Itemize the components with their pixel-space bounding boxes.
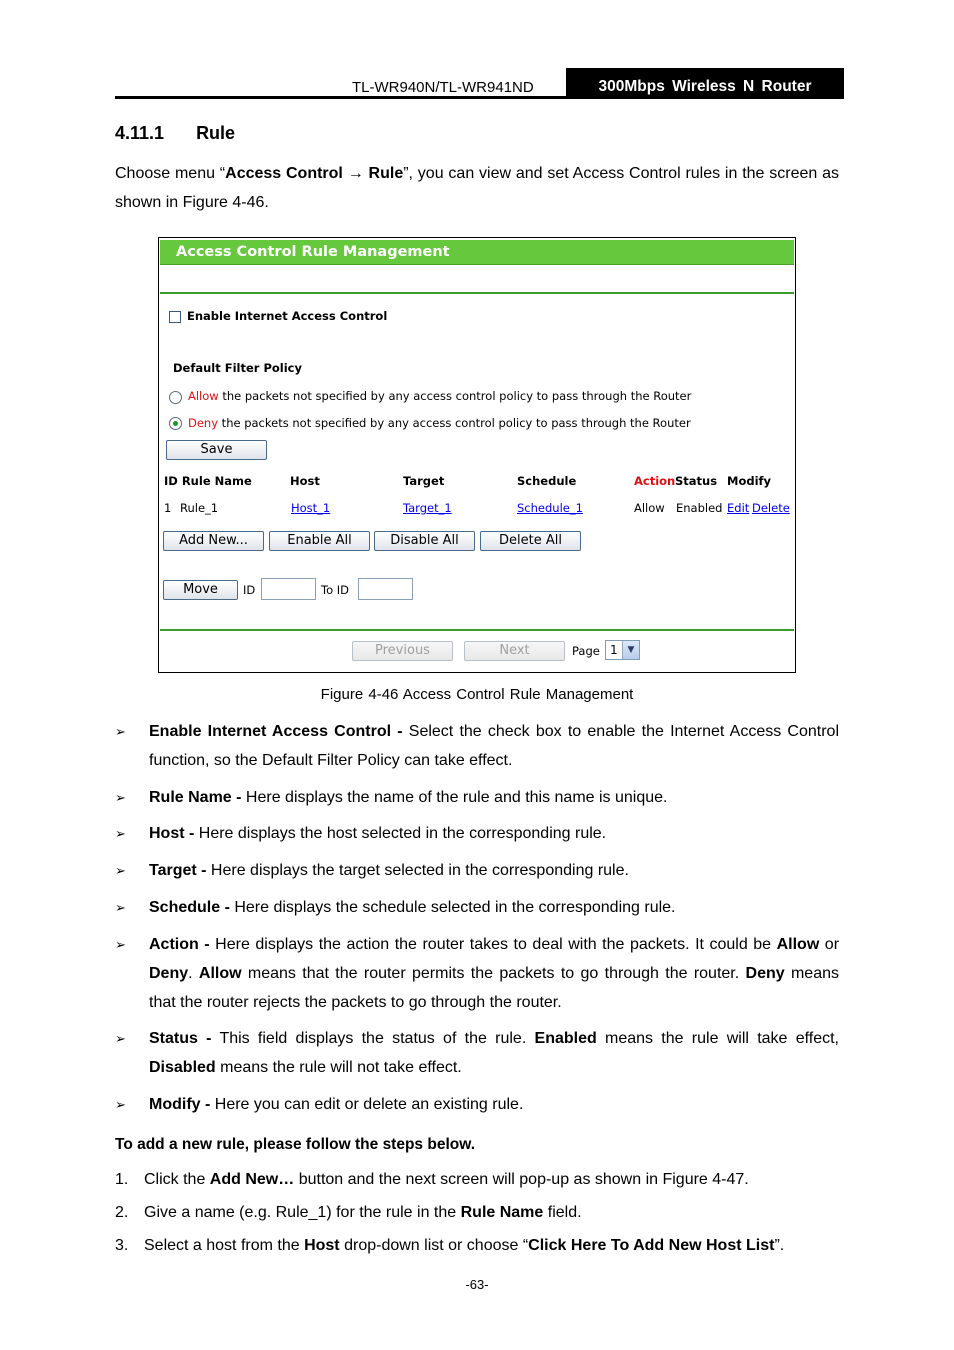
bullet-bold: Deny bbox=[745, 965, 785, 982]
intro-text: Choose menu “ bbox=[115, 165, 226, 182]
row-edit-link[interactable]: Edit bbox=[727, 501, 750, 515]
intro-paragraph bbox=[115, 159, 839, 217]
to-id-label: To ID bbox=[321, 583, 350, 597]
bullet-text: means the rule will take effect, bbox=[596, 1030, 839, 1047]
bullet-bold: Allow bbox=[776, 936, 820, 953]
arrow-bullet-icon: ➢ bbox=[115, 937, 126, 952]
chevron-down-icon: ▼ bbox=[622, 641, 639, 659]
step-number: 2. bbox=[115, 1204, 129, 1221]
panel-divider-top bbox=[160, 292, 794, 294]
row-host-link[interactable]: Host_1 bbox=[291, 501, 331, 515]
intro-menu-rule: Rule bbox=[368, 165, 404, 182]
bullet-bold: Enabled bbox=[534, 1030, 597, 1047]
bullet-rule-name bbox=[115, 783, 839, 812]
bullet-text: Here displays the action the router takes to deal with the packets. It could be bbox=[209, 936, 777, 953]
bullet-term: Host - bbox=[149, 825, 195, 842]
col-modify: Modify bbox=[727, 474, 772, 488]
arrow-bullet-icon: ➢ bbox=[115, 1097, 126, 1112]
allow-policy-text bbox=[188, 389, 691, 403]
bullet-status bbox=[115, 1024, 839, 1082]
bullet-text: means that the router rejects the packets to go through the router. bbox=[149, 965, 839, 1011]
bullet-term: Schedule - bbox=[149, 899, 230, 916]
bullet-text: . bbox=[188, 965, 199, 982]
deny-desc: the packets not specified by any access control policy to pass through the Router bbox=[218, 416, 691, 430]
enable-access-control-checkbox[interactable] bbox=[169, 311, 181, 323]
step-text: ”. bbox=[774, 1237, 785, 1254]
bullet-text: means the rule will not take effect. bbox=[215, 1059, 462, 1076]
arrow-bullet-icon: ➢ bbox=[115, 900, 126, 915]
enable-all-button[interactable]: Enable All bbox=[269, 531, 370, 551]
step-2 bbox=[115, 1204, 582, 1222]
row-status: Enabled bbox=[676, 501, 723, 515]
step-text: Give a name (e.g. Rule_1) for the rule in the bbox=[144, 1204, 461, 1221]
figure-caption: Figure 4-46 Access Control Rule Management bbox=[320, 686, 634, 703]
bullet-bold: Disabled bbox=[149, 1059, 216, 1076]
previous-button[interactable]: Previous bbox=[352, 641, 453, 661]
step-text: drop-down list or choose “ bbox=[339, 1237, 529, 1254]
section-number: 4.11.1 bbox=[115, 123, 165, 143]
bullet-action bbox=[115, 930, 839, 1017]
deny-radio[interactable] bbox=[169, 417, 182, 430]
bullet-text: or bbox=[819, 936, 840, 953]
bullet-text: Here displays the name of the rule and this name is unique. bbox=[241, 789, 668, 806]
arrow-icon: → bbox=[347, 165, 364, 182]
delete-all-button[interactable]: Delete All bbox=[480, 531, 581, 551]
step-text: field. bbox=[543, 1204, 582, 1221]
row-target-link[interactable]: Target_1 bbox=[403, 501, 452, 515]
step-bold: Add New… bbox=[209, 1171, 295, 1188]
bullet-text: Here displays the host selected in the corresponding rule. bbox=[194, 825, 607, 842]
panel-title: Access Control Rule Management bbox=[160, 240, 794, 265]
col-status: Status bbox=[675, 474, 718, 488]
bullet-text: This field displays the status of the rule. bbox=[211, 1030, 535, 1047]
bullet-bold: Deny bbox=[149, 965, 189, 982]
bullet-term: Status - bbox=[149, 1030, 212, 1047]
save-button[interactable]: Save bbox=[166, 440, 267, 460]
router-ui-figure bbox=[158, 237, 796, 673]
radio-selected-dot bbox=[173, 421, 178, 426]
section-heading bbox=[115, 123, 235, 144]
bullet-text: means that the router permits the packets to go through the router. bbox=[241, 965, 746, 982]
bullet-text: Here displays the target selected in the corresponding rule. bbox=[206, 862, 629, 879]
arrow-bullet-icon: ➢ bbox=[115, 826, 126, 841]
row-action: Allow bbox=[634, 501, 665, 515]
col-schedule: Schedule bbox=[517, 474, 577, 488]
intro-menu-access-control: Access Control bbox=[225, 165, 343, 182]
step-3 bbox=[115, 1237, 784, 1255]
step-text: button and the next screen will pop-up as shown in Figure 4-47. bbox=[294, 1171, 749, 1188]
header-rule bbox=[115, 96, 844, 99]
page-select[interactable] bbox=[605, 640, 640, 660]
col-action: Action bbox=[634, 474, 676, 488]
step-bold: Click Here To Add New Host List bbox=[528, 1237, 775, 1254]
bullet-target bbox=[115, 856, 839, 885]
bullet-host bbox=[115, 819, 839, 848]
step-number: 3. bbox=[115, 1237, 129, 1254]
arrow-bullet-icon: ➢ bbox=[115, 863, 126, 878]
id-label: ID bbox=[243, 583, 256, 597]
section-title: Rule bbox=[196, 123, 236, 143]
header-product-badge: 300Mbps Wireless N Router bbox=[566, 68, 844, 99]
move-button[interactable]: Move bbox=[163, 580, 238, 600]
step-text: Click the bbox=[144, 1171, 210, 1188]
bullet-term: Modify - bbox=[149, 1096, 211, 1113]
bullet-term: Enable Internet Access Control - bbox=[149, 723, 403, 740]
step-bold: Host bbox=[304, 1237, 340, 1254]
intro-text-2: ”, you can view and set Access Control rules in the screen as shown in Figure 4-46. bbox=[115, 165, 840, 211]
step-text: Select a host from the bbox=[144, 1237, 305, 1254]
row-id: 1 bbox=[164, 501, 172, 515]
step-bold: Rule Name bbox=[460, 1204, 544, 1221]
next-button[interactable]: Next bbox=[464, 641, 565, 661]
arrow-bullet-icon: ➢ bbox=[115, 1031, 126, 1046]
deny-policy-text bbox=[188, 416, 691, 430]
panel-divider-bottom bbox=[160, 629, 794, 631]
bullet-term: Rule Name - bbox=[149, 789, 242, 806]
col-target: Target bbox=[403, 474, 445, 488]
enable-access-control-label: Enable Internet Access Control bbox=[187, 309, 388, 323]
step-1 bbox=[115, 1171, 749, 1189]
bullet-term: Target - bbox=[149, 862, 207, 879]
row-rule-name: Rule_1 bbox=[180, 501, 219, 515]
bullet-schedule bbox=[115, 893, 839, 922]
arrow-bullet-icon: ➢ bbox=[115, 790, 126, 805]
bullet-text: Here you can edit or delete an existing rule. bbox=[210, 1096, 524, 1113]
deny-word: Deny bbox=[188, 416, 219, 430]
bullet-term: Action - bbox=[149, 936, 210, 953]
bullet-text: Here displays the schedule selected in the corresponding rule. bbox=[229, 899, 676, 916]
arrow-bullet-icon: ➢ bbox=[115, 724, 126, 739]
bullet-modify bbox=[115, 1090, 839, 1119]
bullet-enable bbox=[115, 717, 839, 775]
page-number: -63- bbox=[465, 1277, 489, 1292]
bullet-bold: Allow bbox=[198, 965, 242, 982]
id-input[interactable] bbox=[261, 578, 316, 600]
row-delete-link[interactable]: Delete bbox=[752, 501, 790, 515]
to-id-input[interactable] bbox=[358, 578, 413, 600]
disable-all-button[interactable]: Disable All bbox=[374, 531, 475, 551]
row-schedule-link[interactable]: Schedule_1 bbox=[517, 501, 583, 515]
step-number: 1. bbox=[115, 1171, 129, 1188]
bullet-text: Select the check box to enable the Internet Access Control function, so the Default Filter Policy can take effect. bbox=[149, 723, 839, 769]
page-label: Page bbox=[572, 644, 600, 658]
allow-radio[interactable] bbox=[169, 391, 182, 404]
page-select-value: 1 bbox=[610, 643, 618, 657]
allow-word: Allow bbox=[188, 389, 219, 403]
col-host: Host bbox=[290, 474, 320, 488]
allow-desc: the packets not specified by any access control policy to pass through the Router bbox=[218, 389, 692, 403]
steps-heading: To add a new rule, please follow the steps below. bbox=[115, 1136, 476, 1153]
col-id-rule-name: ID Rule Name bbox=[164, 474, 252, 488]
add-new-button[interactable]: Add New... bbox=[163, 531, 264, 551]
default-filter-policy-label: Default Filter Policy bbox=[173, 361, 302, 375]
header-model: TL-WR940N/TL-WR941ND bbox=[352, 79, 534, 96]
